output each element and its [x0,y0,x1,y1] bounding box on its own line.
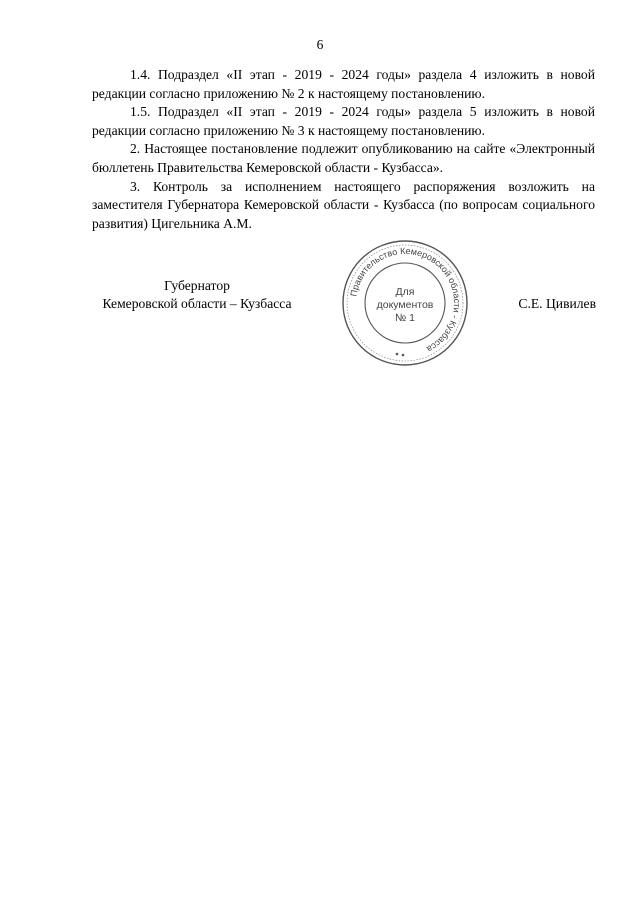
document-body [92,66,595,233]
stamp-ring-text: Правительство Кемеровской области - Кузбасса [348,245,463,355]
signatory-title-line2: Кемеровской области – Кузбасса [102,296,292,311]
stamp-center-line2: документов [376,299,434,311]
paragraph-2: 2. Настоящее постановление подлежит опубликованию на сайте «Электронный бюллетень Правительства Кемеровской области - Кузбасса». [92,141,595,175]
stamp-star-marks [396,353,405,357]
signatory-title [92,277,302,313]
paragraph-3: 3. Контроль за исполнением настоящего распоряжения возложить на заместителя Губернатора Кемеровской области - Кузбасса (по вопросам социального развития) Цигельника А.М. [92,178,595,231]
stamp-center-line3: № 1 [394,312,416,324]
signatory-title-line1: Губернатор [164,278,230,293]
official-stamp [340,238,470,368]
signatory-name: С.Е. Цивилев [518,296,596,311]
paragraph-1-5: 1.5. Подраздел «II этап - 2019 - 2024 годы» раздела 5 изложить в новой редакции согласно приложению № 3 к настоящему постановлению. [92,104,595,138]
stamp-center-line1: Для [395,286,415,298]
paragraph-1-4: 1.4. Подраздел «II этап - 2019 - 2024 годы» раздела 4 изложить в новой редакции согласно приложению № 2 к настоящему постановлению. [92,67,595,101]
page-number: 6 [316,37,324,52]
